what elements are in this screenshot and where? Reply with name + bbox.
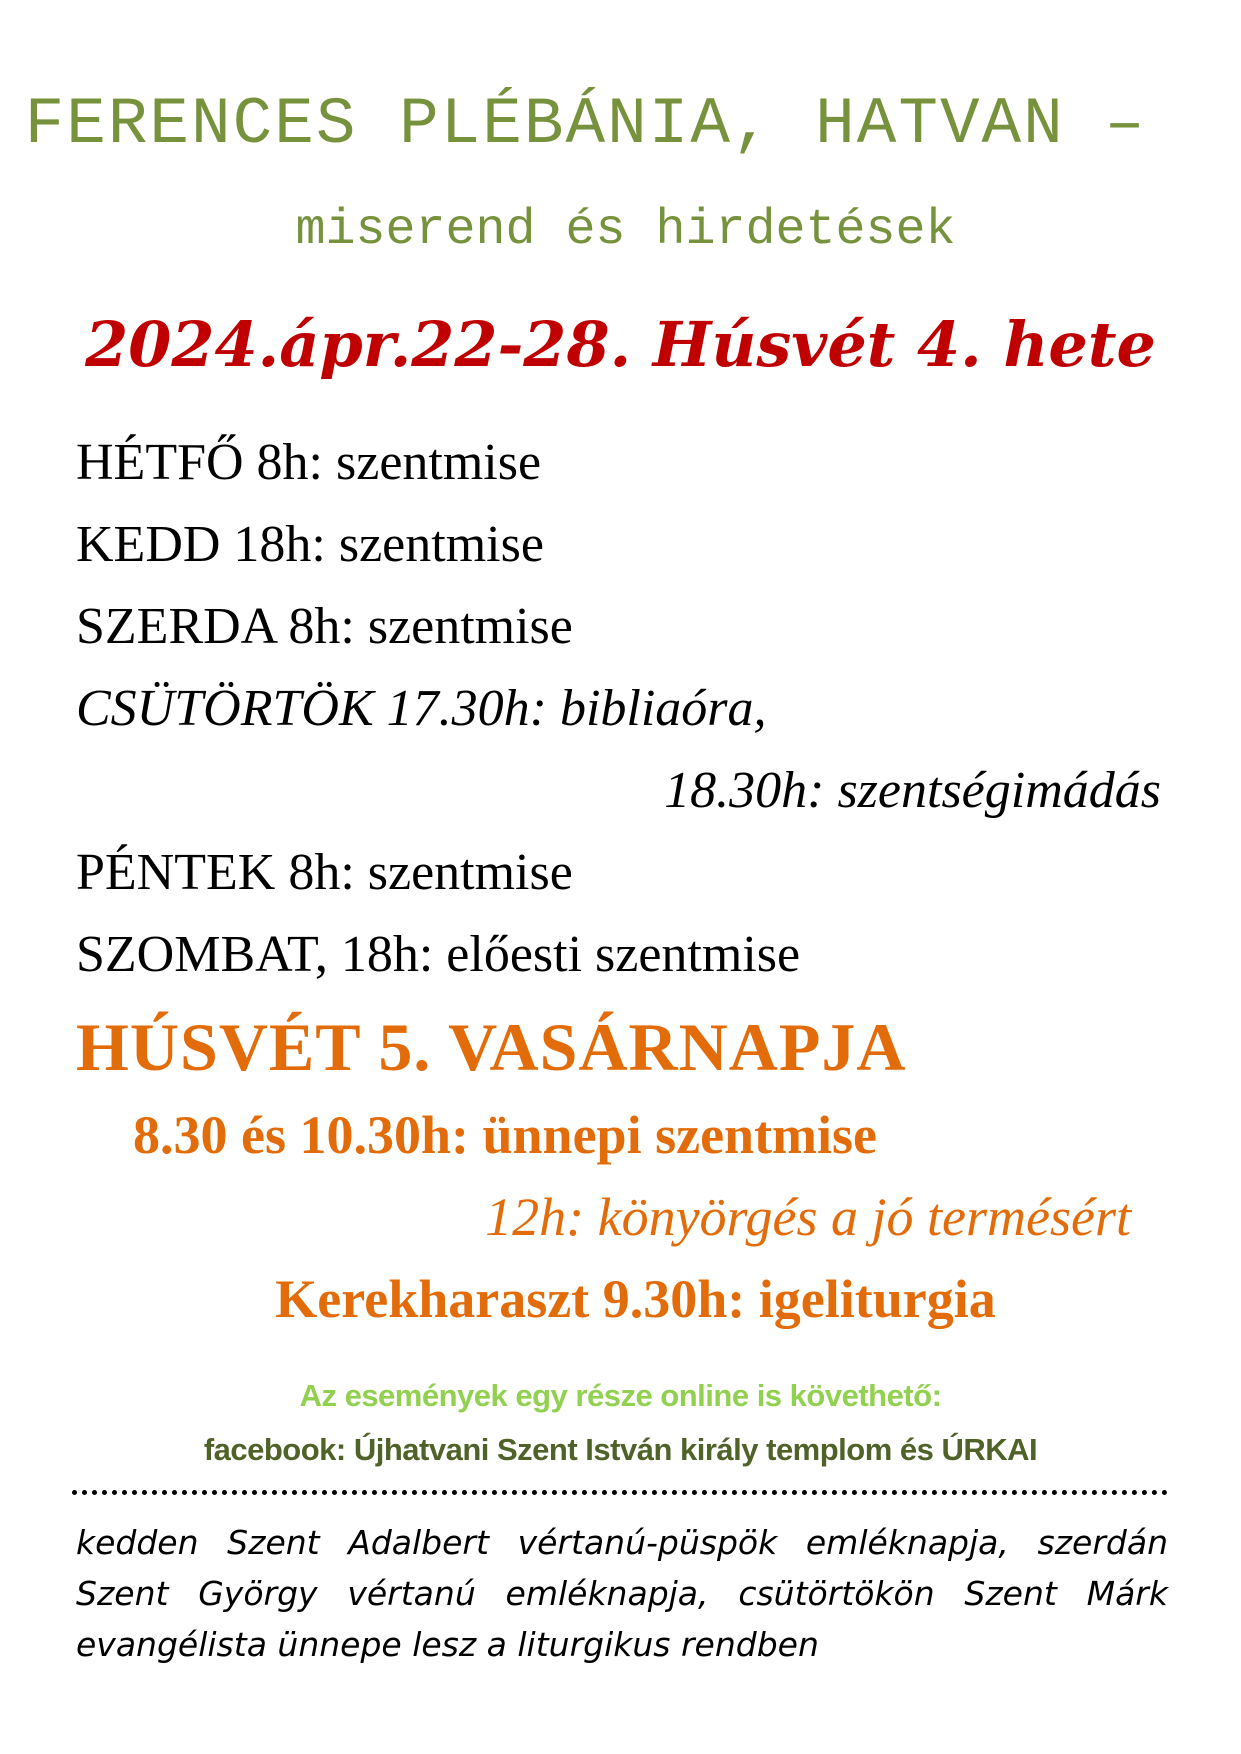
schedule-monday: HÉTFŐ 8h: szentmise (76, 434, 542, 491)
schedule-thursday: CSÜTÖRTÖK 17.30h: bibliaóra, (76, 680, 767, 737)
facebook-link[interactable]: facebook: Újhatvani Szent István király templom és ÚRKAI (203, 1432, 1038, 1467)
schedule-saturday: SZOMBAT, 18h: előesti szentmise (76, 926, 801, 983)
schedule-friday: PÉNTEK 8h: szentmise (76, 844, 573, 901)
sunday-masses: 8.30 és 10.30h: ünnepi szentmise (133, 1105, 878, 1165)
schedule-tuesday: KEDD 18h: szentmise (76, 516, 544, 573)
sunday-heading: HÚSVÉT 5. VASÁRNAPJA (76, 1009, 907, 1085)
dotted-divider (72, 1490, 1168, 1495)
page-title (0, 80, 1241, 170)
schedule-thursday-adoration: 18.30h: szentségimádás (664, 762, 1161, 819)
sunday-prayer: 12h: könyörgés a jó termésért (485, 1187, 1131, 1247)
week-date-heading: 2024.ápr.22-28. Húsvét 4. hete (85, 308, 1156, 381)
title-dash: – (1104, 87, 1147, 162)
title-text: FERENCES PLÉBÁNIA, HATVAN (24, 87, 1065, 162)
feast-days-note: kedden Szent Adalbert vértanú-püspök emléknapja, szerdán Szent György vértanú emléknapja, csütörtökön Szent Márk evangélista ünnepe lesz a liturgikus rendben (76, 1523, 1168, 1664)
kerekharaszt-service: Kerekharaszt 9.30h: igeliturgia (275, 1269, 996, 1329)
online-note: Az események egy része online is követhető: (299, 1378, 942, 1413)
schedule-wednesday: SZERDA 8h: szentmise (76, 598, 573, 655)
page-subtitle: miserend és hirdetések (295, 202, 956, 259)
